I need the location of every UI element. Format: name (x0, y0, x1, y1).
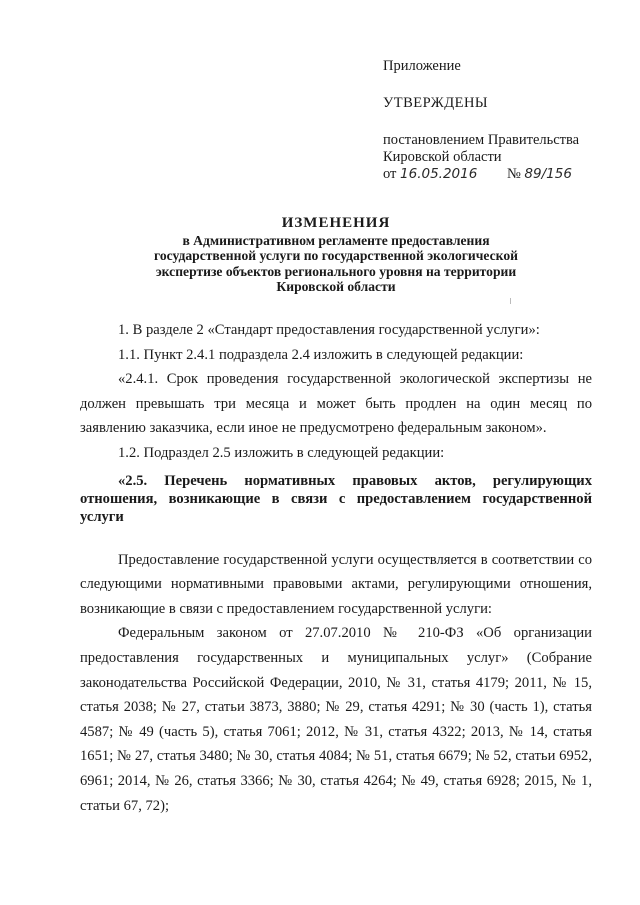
number-handwritten: 89/156 (524, 166, 572, 182)
title-main: ИЗМЕНЕНИЯ (281, 215, 391, 231)
number-prefix: № (506, 166, 521, 182)
document-title (96, 216, 576, 295)
title-line-3: экспертизе объектов регионального уровня на территории (155, 263, 517, 279)
title-line-4: Кировской области (276, 279, 396, 295)
title-line-2: государственной услуги по государственной экологической (154, 248, 518, 264)
approved-label: УТВЕРЖДЕНЫ (383, 95, 489, 111)
paragraph-1: 1. В разделе 2 «Стандарт предоставления государственной услуги»: (118, 322, 540, 338)
approval-block (383, 58, 623, 183)
date-number-line (383, 166, 623, 183)
title-line-1: в Административном регламенте предоставления (182, 232, 490, 248)
paragraph-2: 1.1. Пункт 2.4.1 подраздела 2.4 изложить в следующей редакции: (118, 346, 524, 363)
document-body (80, 318, 592, 818)
resolution-line: постановлением Правительства (383, 132, 580, 148)
paragraph-7: Федеральным законом от 27.07.2010 № 210-ФЗ «Об организации предоставления государственных и муниципальных услуг» (Собрание законодательства Российской Федерации, 2010, № 31, статья 4179; 2011, № 15, статья 2038; № 27, статьи 3873, 3880; № 29, статья 4291; № 30 (часть 1), статья 4587; № 49 (часть 5), статья 7061; 2012, № 31, статья 4322; 2013, № 14, статья 1651; № 27, статья 3480; № 30, статья 4084; № 51, статья 6679; № 52, статьи 6952, 6961; 2014, № 26, статья 3366; № 30, статья 4264; № 49, статья 6928; 2015, № 1, статьи 67, 72); (80, 625, 592, 814)
paragraph-4: 1.2. Подраздел 2.5 изложить в следующей редакции: (118, 444, 445, 461)
region-line: Кировской области (383, 149, 502, 165)
scan-mark (510, 298, 511, 304)
paragraph-3: «2.4.1. Срок проведения государственной экологической экспертизы не должен превышать три месяца и может быть продлен на один месяц по заявлению заказчика, если иное не предусмотрено федеральным законом». (80, 371, 592, 437)
section-heading-2-5: «2.5. Перечень нормативных правовых актов, регулирующих отношения, возникающие в связи с предоставлением государственной услуги (80, 472, 592, 525)
appendix-label: Приложение (383, 58, 461, 74)
date-prefix: от (383, 166, 397, 182)
paragraph-6: Предоставление государственной услуги осуществляется в соответствии со следующими нормативными правовыми актами, регулирующими отношения, возникающие в связи с предоставлением государственной услуги: (80, 551, 592, 617)
date-handwritten: 16.05.2016 (400, 166, 478, 182)
